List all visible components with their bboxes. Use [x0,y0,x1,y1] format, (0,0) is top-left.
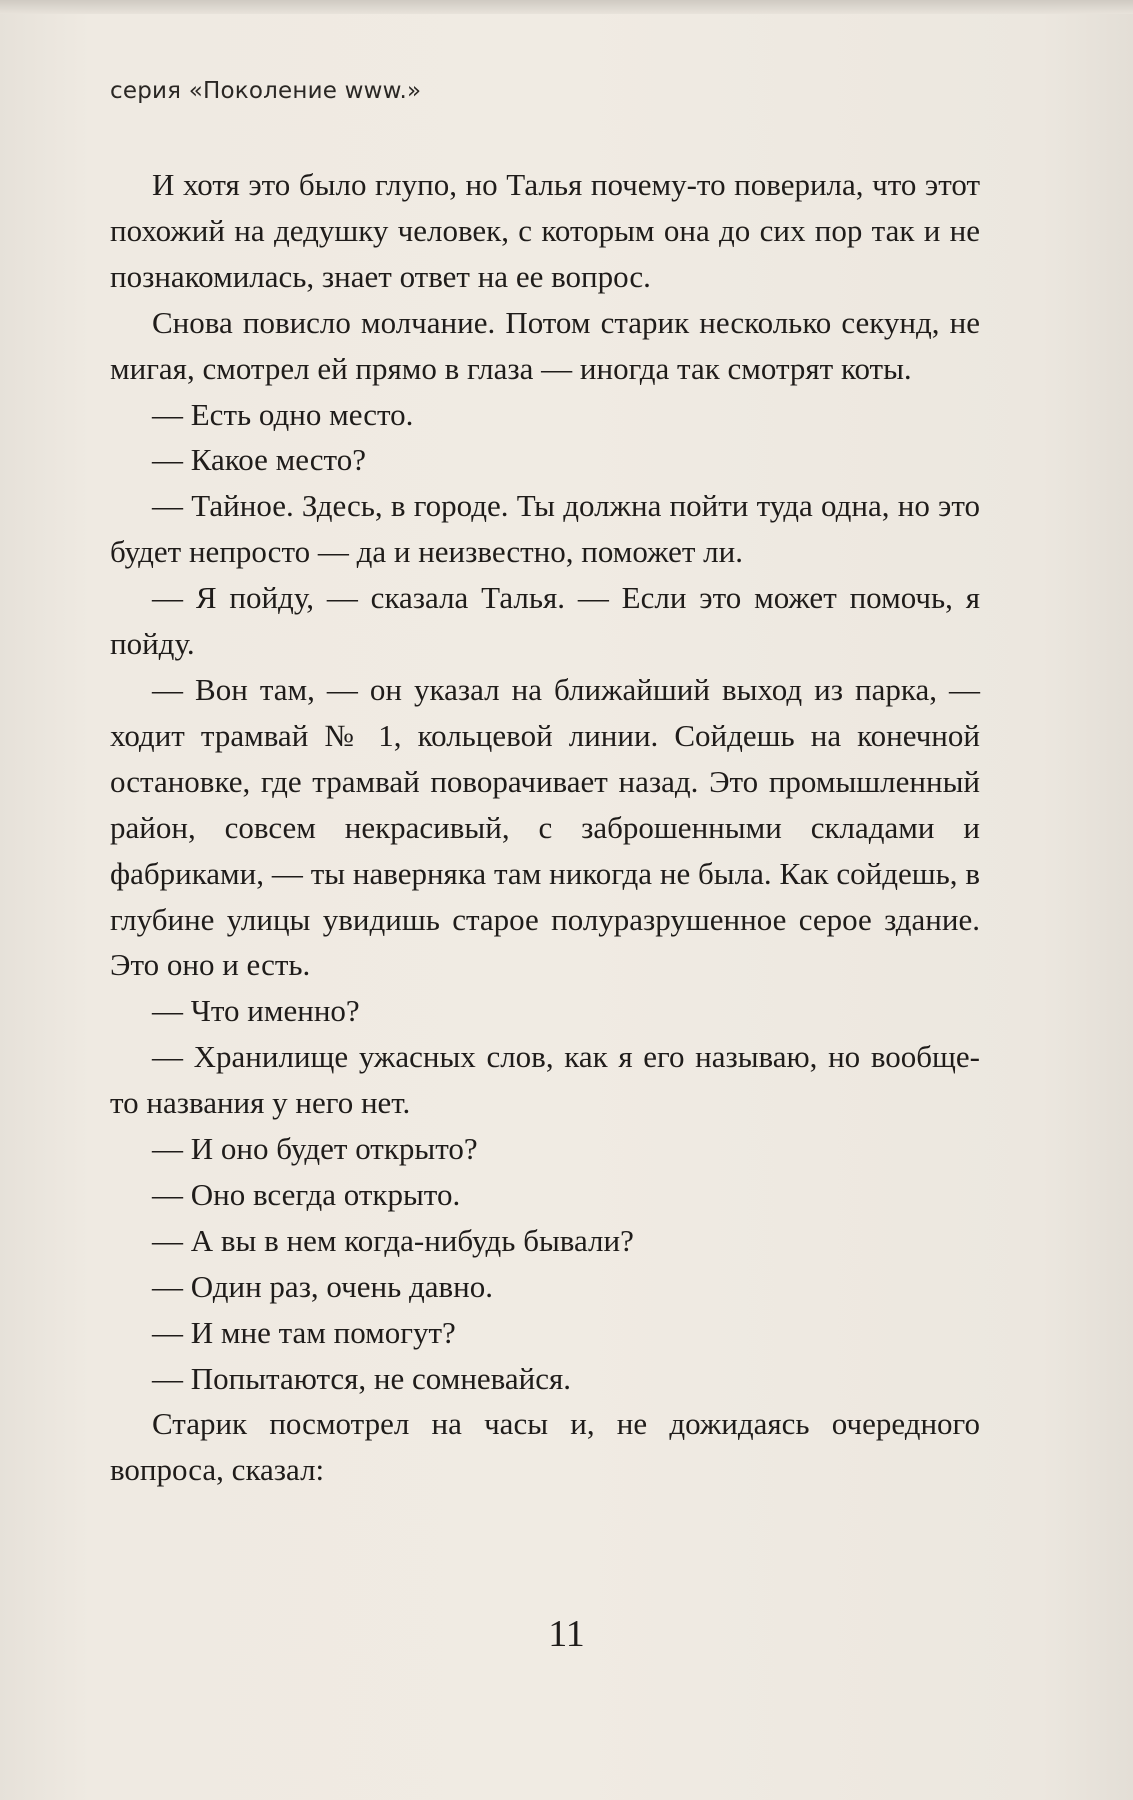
paragraph: — И оно будет открыто? [152,1131,478,1167]
paragraph: И хотя это было глупо, но Талья почему-то поверила, что этот похожий на дедушку человек, с которым она до сих пор так и не познакомилась, знает ответ на ее вопрос. [110,167,980,294]
paragraph: — А вы в нем когда-нибудь бывали? [152,1222,634,1258]
paragraph: Старик посмотрел на часы и, не дожидаясь очередного вопроса, сказал: [110,1406,980,1488]
paragraph: — Хранилище ужасных слов, как я его называю, но вообще-то названия у него нет. [110,1039,980,1121]
paragraph: — Какое место? [152,442,366,478]
paragraph: — Один раз, очень давно. [152,1268,493,1304]
series-header: серия «Поколение www.» [110,78,422,104]
paragraph: — Вон там, — он указал на ближайший выход из парка, — ходит трамвай № 1, кольцевой линии. Сойдешь на конечной остановке, где трамвай поворачивает назад. Это промышленный район, совсем некрасивый, с заброшенными складами и фабриками, — ты наверняка там никогда не была. Как сойдешь, в глубине улицы увидишь старое полуразрушенное серое здание. Это оно и есть. [110,671,980,983]
paragraph: — И мне там помогут? [152,1314,456,1350]
paragraph: — Попытаются, не сомневайся. [152,1360,572,1396]
paragraph: — Тайное. Здесь, в городе. Ты должна пойти туда одна, но это будет непросто — да и неизвестно, поможет ли. [110,488,980,570]
page-number: 11 [548,1613,585,1655]
paragraph: — Что именно? [152,993,360,1029]
paragraph: Снова повисло молчание. Потом старик несколько секунд, не мигая, смотрел ей прямо в глаза — иногда так смотрят коты. [110,304,980,386]
paragraph: — Я пойду, — сказала Талья. — Если это может помочь, я пойду. [110,580,980,662]
page-edge [0,0,1133,14]
body-text [110,162,980,1493]
paragraph: — Оно всегда открыто. [152,1176,461,1212]
paragraph: — Есть одно место. [152,396,414,432]
